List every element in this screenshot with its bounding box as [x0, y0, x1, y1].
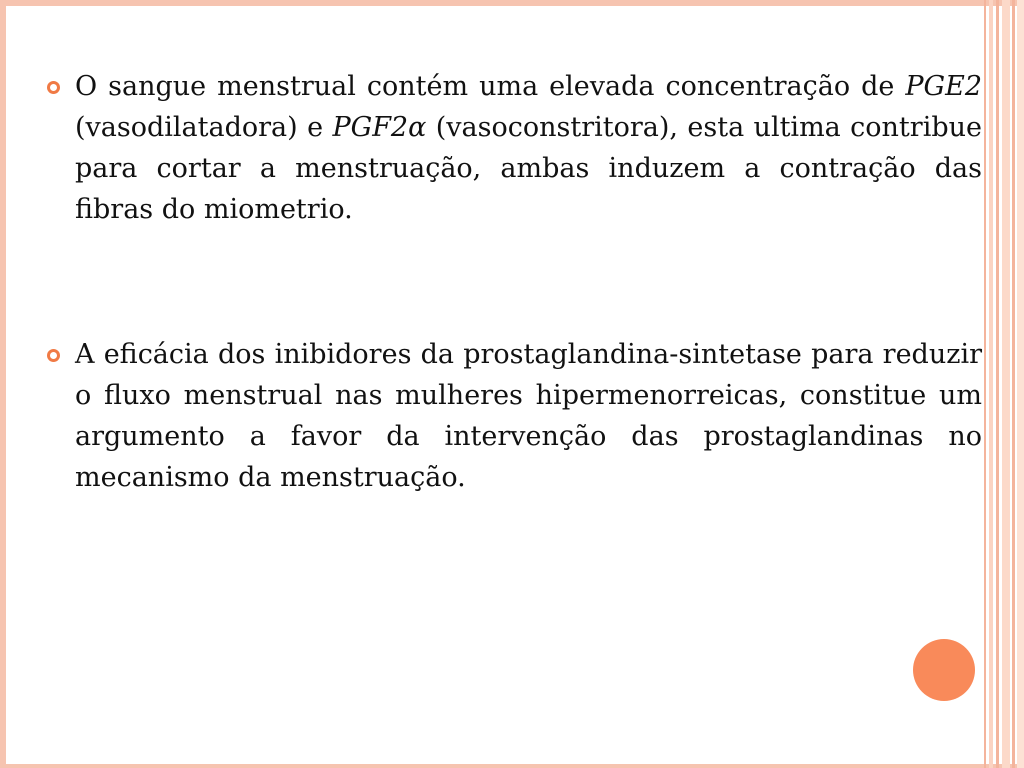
- bullet-item-2: [44, 334, 982, 498]
- bullet-item-1: [44, 66, 982, 230]
- orange-circle-decoration: [913, 639, 975, 701]
- bullet-1-text-b: (vasodilatadora) e: [75, 112, 333, 143]
- slide-content: [44, 66, 982, 498]
- decorative-stripe: [984, 0, 986, 768]
- pge2-term: PGE2: [905, 71, 982, 102]
- bullet-text-2: A eficácia dos inibidores da prostaglandina-sintetase para reduzir o fluxo menstrual nas mulheres hipermenorreicas, constitue um argumento a favor da intervenção das prostaglandinas no mecanismo da menstruação.: [75, 339, 982, 493]
- pgf2a-term: PGF2α: [332, 112, 427, 143]
- bullet-1-text-c: (vasoconstritora), esta ultima contribue para cortar a menstruação, ambas induzem a contração das fibras do miometrio.: [75, 112, 982, 225]
- bullet-text-1: [75, 66, 982, 230]
- decorative-stripe: [1012, 0, 1015, 768]
- decorative-stripe: [1002, 0, 1010, 768]
- decorative-stripe: [989, 0, 993, 768]
- ring-bullet-icon: [47, 81, 60, 94]
- frame-top-border: [0, 0, 1024, 6]
- decorative-stripe: [996, 0, 999, 768]
- bullet-1-text-a: O sangue menstrual contém uma elevada concentração de: [75, 71, 906, 102]
- decorative-stripe: [1017, 0, 1024, 768]
- frame-bottom-border: [0, 764, 1024, 768]
- frame-left-border: [0, 0, 6, 768]
- ring-bullet-icon: [47, 349, 60, 362]
